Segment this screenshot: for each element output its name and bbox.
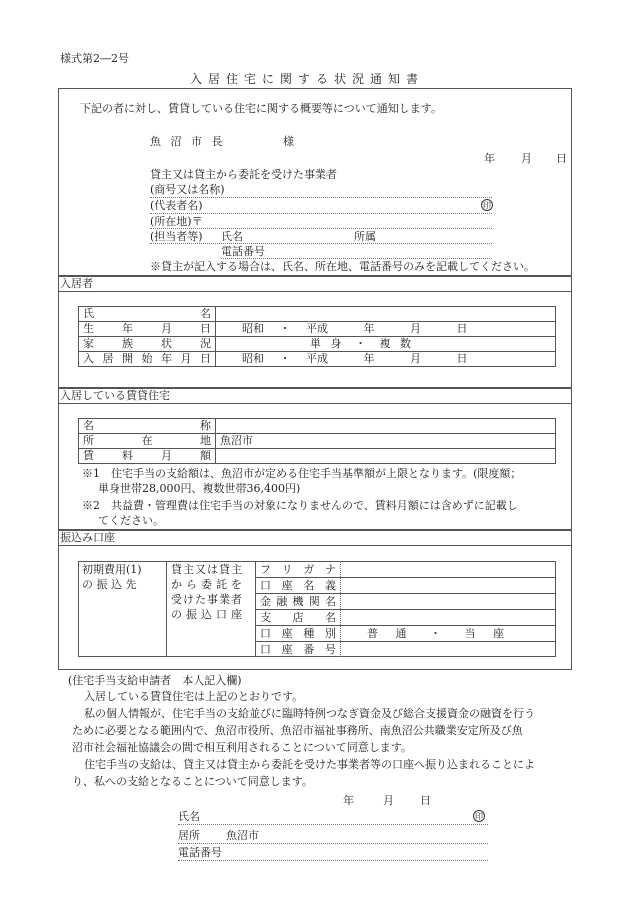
- account-name-field[interactable]: [345, 579, 550, 592]
- bank-name-label: 金 融 機 関 名: [260, 595, 336, 608]
- housing-name-field[interactable]: [216, 419, 556, 434]
- notice-section: [58, 88, 572, 276]
- landlord-heading: 貸主又は貸主から委託を受けた事業者: [150, 168, 337, 181]
- applicant-para-3: 住宅手当の支給は、貸主又は貸主から委託を受けた事業者等の口座へ振り込まれることによ: [84, 758, 535, 771]
- person-field[interactable]: [150, 243, 492, 244]
- applicant-address-value[interactable]: 魚沼市: [226, 829, 259, 842]
- account-type-label: 口 座 種 別: [260, 627, 336, 640]
- move-in-date-label: 入 居 開 始 年 月 日: [83, 352, 211, 365]
- birth-date-field[interactable]: 昭和 ・ 平成 年 月 日: [216, 322, 556, 337]
- housing-note-2-cont: てください。: [98, 514, 164, 527]
- applicant-phone-label: 電話番号: [178, 846, 222, 859]
- table-row: [79, 434, 556, 449]
- person-label: (担当者等): [150, 230, 203, 243]
- bank-name-field[interactable]: [345, 595, 550, 608]
- rent-label: 賃 料 月 額: [83, 449, 211, 462]
- housing-note-2: ※2 共益費・管理費は住宅手当の対象になりませんので、賃料月額には含めずに記載し: [82, 499, 518, 512]
- furigana-field[interactable]: [345, 563, 550, 576]
- applicant-para-3-cont: り、私への支給となることについて同意します。: [72, 775, 313, 788]
- applicant-address-field[interactable]: [178, 843, 488, 844]
- applicant-para-1: 入居している賃貸住宅は上記のとおりです。: [84, 690, 304, 703]
- applicant-name-field[interactable]: [178, 824, 488, 825]
- addressee-suffix: 様: [283, 135, 294, 148]
- housing-address-field[interactable]: 魚沼市: [216, 434, 556, 449]
- resident-name-field[interactable]: [216, 307, 556, 322]
- applicant-heading: (住宅手当支給申請者 本人記入欄): [68, 674, 242, 687]
- resident-heading: 入居者: [60, 277, 93, 290]
- bank-heading: 振込み口座: [60, 531, 115, 544]
- phone-field[interactable]: [221, 258, 492, 259]
- applicant-date-month: 月: [383, 794, 394, 807]
- applicant-address-label: 居所: [178, 829, 200, 842]
- address-label: (所在地)〒: [150, 215, 203, 228]
- resident-name-label: 氏 名: [83, 307, 211, 320]
- move-in-date-field[interactable]: 昭和 ・ 平成 年 月 日: [216, 352, 556, 367]
- trade-name-field[interactable]: [150, 197, 492, 198]
- account-number-label: 口 座 番 号: [260, 643, 336, 656]
- notice-date-month: 月: [521, 152, 532, 165]
- account-owner-label-1: 貸主又は貸主: [171, 563, 243, 576]
- account-owner-label-2: から委託を: [171, 578, 246, 591]
- housing-address-label: 所 在 地: [83, 434, 211, 447]
- table-row: [79, 322, 556, 337]
- rent-field[interactable]: [216, 449, 556, 464]
- table-row: [79, 337, 556, 352]
- applicant-date-day: 日: [420, 794, 431, 807]
- branch-field[interactable]: [345, 611, 550, 624]
- applicant-seal-icon: 印: [475, 812, 483, 821]
- family-status-label: 家 族 状 況: [83, 337, 211, 350]
- housing-note-1-cont: 単身世帯28,000円、複数世帯36,400円): [98, 482, 301, 495]
- account-number-field[interactable]: [345, 643, 550, 656]
- housing-name-label: 名 称: [83, 419, 211, 432]
- table-row: [79, 419, 556, 434]
- addressee: 魚 沼 市 長: [150, 135, 226, 148]
- housing-note-1: ※1 住宅手当の支給額は、魚沼市が定める住宅手当基準額が上限となります。(限度額；: [82, 467, 522, 480]
- housing-heading: 入居している賃貸住宅: [60, 389, 170, 402]
- table-row: [79, 352, 556, 367]
- notice-date-year: 年: [484, 152, 495, 165]
- applicant-phone-field[interactable]: [178, 860, 488, 861]
- family-status-field[interactable]: 単 身 ・ 複 数: [216, 337, 556, 352]
- applicant-para-2: 私の個人情報が、住宅手当の支給並びに臨時特例つなぎ資金及び総合支援資金の融資を行う: [84, 707, 535, 720]
- account-owner-label-4: の振込口座: [171, 608, 246, 621]
- trade-name-label: (商号又は名称): [150, 183, 225, 196]
- notice-intro: 下記の者に対し、賃貸している住宅に関する概要等について通知します。: [80, 102, 442, 115]
- account-name-label: 口 座 名 義: [260, 579, 336, 592]
- account-owner-label-3: 受けた事業者: [171, 593, 243, 606]
- housing-table: [78, 418, 556, 464]
- birth-date-label: 生 年 月 日: [83, 322, 211, 335]
- applicant-name-label: 氏名: [178, 810, 200, 823]
- account-type-field[interactable]: 普 通 ・ 当 座: [367, 627, 504, 640]
- phone-label: 電話番号: [221, 245, 265, 258]
- seal-icon: 印: [483, 201, 491, 210]
- landlord-note: ※貸主が記入する場合は、氏名、所在地、電話番号のみを記載してください。: [150, 260, 535, 273]
- page-title: 入居住宅に関する状況通知書: [190, 72, 425, 86]
- applicant-date-year: 年: [343, 794, 354, 807]
- table-row: [79, 307, 556, 322]
- applicant-para-2-cont2: 沼市社会福祉協議会の間で相互利用されることについて同意します。: [72, 741, 412, 754]
- person-dept-label: 所属: [354, 230, 376, 243]
- address-field[interactable]: [150, 228, 492, 229]
- first-cost-label-2: の 振 込 先: [82, 578, 137, 591]
- branch-label: 支 店 名: [260, 611, 336, 624]
- furigana-label: フ リ ガ ナ: [260, 563, 336, 576]
- table-row: [79, 449, 556, 464]
- rep-name-label: (代表者名): [150, 199, 203, 212]
- applicant-para-2-cont: ために必要となる範囲内で、魚沼市役所、魚沼市福祉事務所、南魚沼公共職業安定所及び魚: [72, 724, 523, 737]
- notice-date-day: 日: [556, 152, 567, 165]
- resident-table: [78, 306, 556, 367]
- form-number: 様式第2―2号: [60, 52, 129, 65]
- first-cost-label: 初期費用(1): [82, 563, 142, 576]
- person-name-label: 氏名: [221, 230, 243, 243]
- rep-name-field[interactable]: [150, 213, 492, 214]
